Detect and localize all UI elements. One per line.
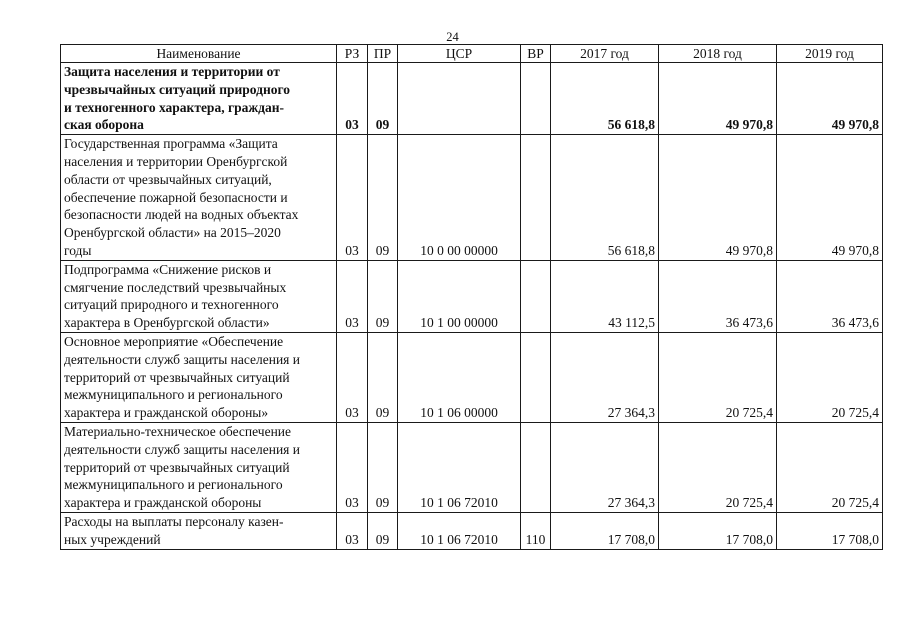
row-2018: 36 473,6 <box>659 260 777 332</box>
budget-table <box>60 44 883 550</box>
table-row <box>61 422 883 512</box>
row-vr <box>521 63 551 135</box>
row-2019: 20 725,4 <box>777 422 883 512</box>
row-name: Основное мероприятие «Обеспечение деятельности служб защиты населения и территорий от чрезвычайных ситуаций межмуниципального и регионального характера и гражданской обороны» <box>61 332 337 422</box>
row-pr: 09 <box>368 63 398 135</box>
row-rz: 03 <box>337 260 368 332</box>
row-rz: 03 <box>337 332 368 422</box>
row-name: Материально-техническое обеспечение деятельности служб защиты населения и территорий от чрезвычайных ситуаций межмуниципального и регионального характера и гражданской обороны <box>61 422 337 512</box>
row-2017: 27 364,3 <box>551 332 659 422</box>
row-2018: 49 970,8 <box>659 63 777 135</box>
table-row <box>61 260 883 332</box>
row-pr: 09 <box>368 422 398 512</box>
row-name: Государственная программа «Защита населения и территории Оренбургской области от чрезвычайных ситуаций, обеспечение пожарной безопасности и безопасности людей на водных объектах Оренбургской области» на 2015–2020 годы <box>61 135 337 261</box>
table-row <box>61 135 883 261</box>
row-2017: 56 618,8 <box>551 63 659 135</box>
table-row <box>61 512 883 549</box>
header-csr: ЦСР <box>398 45 521 63</box>
table-row <box>61 63 883 135</box>
row-rz: 03 <box>337 512 368 549</box>
header-rz: РЗ <box>337 45 368 63</box>
row-2017: 56 618,8 <box>551 135 659 261</box>
row-name: Расходы на выплаты персоналу казен- ных учреждений <box>61 512 337 549</box>
row-vr: 110 <box>521 512 551 549</box>
row-2019: 49 970,8 <box>777 63 883 135</box>
row-vr <box>521 260 551 332</box>
row-pr: 09 <box>368 332 398 422</box>
row-2019: 17 708,0 <box>777 512 883 549</box>
row-vr <box>521 422 551 512</box>
row-2017: 27 364,3 <box>551 422 659 512</box>
row-pr: 09 <box>368 135 398 261</box>
row-name: Подпрограмма «Снижение рисков и смягчение последствий чрезвычайных ситуаций природного и техногенного характера в Оренбургской области» <box>61 260 337 332</box>
row-2018: 20 725,4 <box>659 332 777 422</box>
row-pr: 09 <box>368 512 398 549</box>
row-vr <box>521 332 551 422</box>
header-2017: 2017 год <box>551 45 659 63</box>
row-csr: 10 1 06 00000 <box>398 332 521 422</box>
table-header-row <box>61 45 883 63</box>
header-2018: 2018 год <box>659 45 777 63</box>
row-rz: 03 <box>337 422 368 512</box>
row-name: Защита населения и территории от чрезвычайных ситуаций природного и техногенного характера, граждан- ская оборона <box>61 63 337 135</box>
header-pr: ПР <box>368 45 398 63</box>
row-pr: 09 <box>368 260 398 332</box>
row-csr: 10 1 06 72010 <box>398 512 521 549</box>
row-csr: 10 1 00 00000 <box>398 260 521 332</box>
row-vr <box>521 135 551 261</box>
row-csr: 10 1 06 72010 <box>398 422 521 512</box>
row-2019: 49 970,8 <box>777 135 883 261</box>
row-csr: 10 0 00 00000 <box>398 135 521 261</box>
header-name: Наименование <box>61 45 337 63</box>
row-csr <box>398 63 521 135</box>
row-2019: 36 473,6 <box>777 260 883 332</box>
row-rz: 03 <box>337 135 368 261</box>
header-2019: 2019 год <box>777 45 883 63</box>
row-2018: 17 708,0 <box>659 512 777 549</box>
row-2017: 43 112,5 <box>551 260 659 332</box>
table-row <box>61 332 883 422</box>
row-2019: 20 725,4 <box>777 332 883 422</box>
header-vr: ВР <box>521 45 551 63</box>
row-2018: 20 725,4 <box>659 422 777 512</box>
page-number: 24 <box>446 30 459 44</box>
row-2017: 17 708,0 <box>551 512 659 549</box>
row-2018: 49 970,8 <box>659 135 777 261</box>
row-rz: 03 <box>337 63 368 135</box>
